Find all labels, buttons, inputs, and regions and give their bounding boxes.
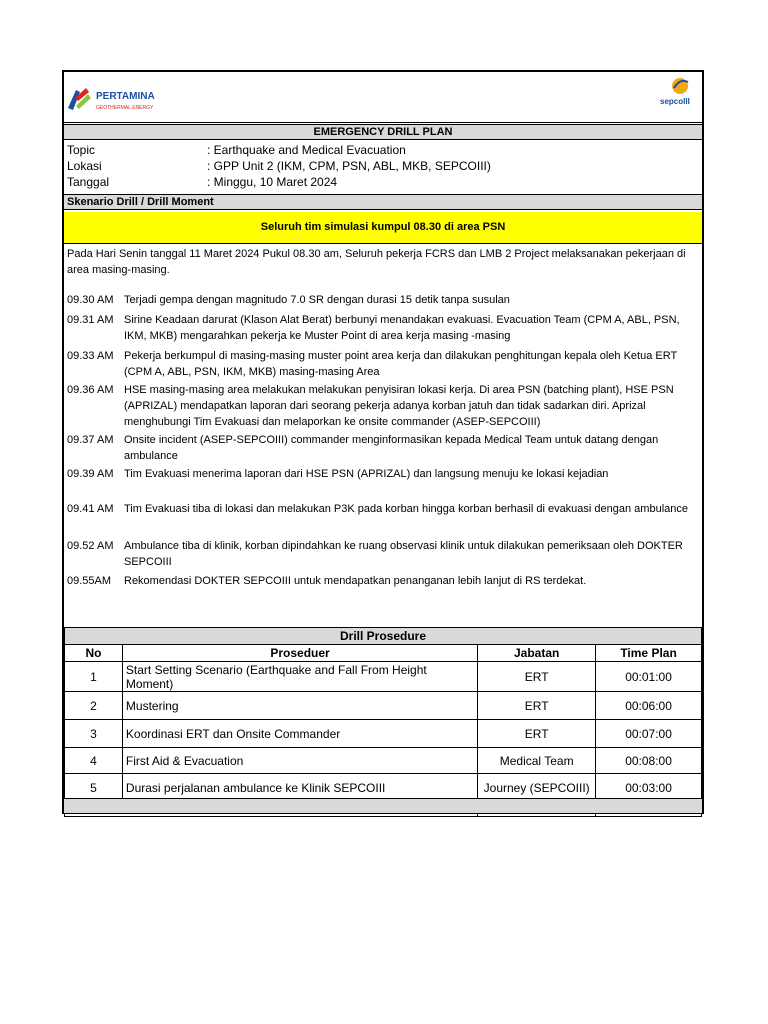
event-time: 09.37 AM [67,434,114,446]
cell-no: 2 [65,692,123,720]
event-desc: Pekerja berkumpul di masing-masing muster point area kerja dan dilakukan penghitungan kepala oleh Ketua ERT (CPM A, ABL, PSN, IKM, MKB) masing-masing Area [124,350,677,378]
pertamina-logo-subtext: GEOTHERMAL ENERGY [96,105,154,111]
sepcoiii-logo [658,74,698,108]
sepcoiii-logo-text: sepcoIII [660,97,690,106]
cell-jabatan: Medical Team [478,748,596,774]
procedure-title: Drill Prosedure [65,628,702,645]
cell-proseduer: Durasi perjalanan ambulance ke Klinik SEPCOIII [122,774,477,802]
event-desc: Terjadi gempa dengan magnitudo 7.0 SR dengan durasi 15 detik tanpa susulan [124,294,510,306]
cell-no: 3 [65,720,123,748]
intro-text: Pada Hari Senin tanggal 11 Maret 2024 Pukul 08.30 am, Seluruh pekerja FCRS dan LMB 2 Project melaksanakan pekerjaan di area masing-masing. [67,248,686,276]
info-key: Topic [67,143,96,157]
cell-jabatan: Journey (SEPCOIII) [478,774,596,802]
info-key: Tanggal [67,175,110,189]
cell-proseduer: Start Setting Scenario (Earthquake and Fall From Height Moment) [122,662,477,692]
info-value: : Earthquake and Medical Evacuation [207,143,406,157]
event-desc: Tim Evakuasi menerima laporan dari HSE PSN (APRIZAL) dan langsung menuju ke lokasi kejadian [124,468,609,480]
cell-no: 5 [65,774,123,802]
cell-jabatan: ERT [478,720,596,748]
cell-no: 1 [65,662,123,692]
cell-proseduer: Mustering [122,692,477,720]
event-time: 09.31 AM [67,314,114,326]
cell-proseduer: Koordinasi ERT dan Onsite Commander [122,720,477,748]
info-value: : Minggu, 10 Maret 2024 [207,175,338,189]
event-time: 09.33 AM [67,350,114,362]
cell-no: 4 [65,748,123,774]
event-time: 09.55AM [67,575,112,587]
drill-plan-sheet [62,70,704,814]
event-time: 09.30 AM [67,294,114,306]
highlight-banner: Seluruh tim simulasi kumpul 08.30 di area PSN [64,212,702,244]
event-desc: Sirine Keadaan darurat (Klason Alat Berat) berbunyi menandakan evakuasi. Evacuation Team (CPM A, ABL, PSN, IKM, MKB) mengarahkan pekerja ke Muster Point di area kerja masing -masing [124,314,680,342]
event-time: 09.36 AM [67,384,114,396]
info-key: Lokasi [67,159,102,173]
sepcoiii-icon [658,74,698,108]
cell-jabatan: ERT [478,662,596,692]
cell-time: 00:08:00 [596,748,702,774]
cell-time: 00:07:00 [596,720,702,748]
event-desc: Onsite incident (ASEP-SEPCOIII) commander menginformasikan kepada Medical Team untuk datang dengan ambulance [124,434,659,462]
col-header-proseduer: Proseduer [122,645,477,662]
event-time: 09.41 AM [67,503,114,515]
pertamina-icon [66,80,176,114]
scenario-label: Skenario Drill / Drill Moment [64,194,702,210]
plan-title: EMERGENCY DRILL PLAN [64,124,702,140]
pertamina-logo [66,80,176,114]
col-header-jabatan: Jabatan [478,645,596,662]
cell-time: 00:01:00 [596,662,702,692]
event-desc: Rekomendasi DOKTER SEPCOIII untuk mendapatkan penanganan lebih lanjut di RS terdekat. [124,575,587,587]
table-row [65,748,702,774]
table-row [65,662,702,692]
event-desc: HSE masing-masing area melakukan melakukan penyisiran lokasi kerja. Di area PSN (batching plant), HSE PSN (APRIZAL) mendapatkan laporan dari seorang pekerja adanya korban jatuh dan tidak sadarkan diri. Aprizal menghubungi Tim Evakuasi dan melaporkan ke onsite commander (ASEP-SEPCOIII) [124,384,674,428]
event-time: 09.39 AM [67,468,114,480]
cell-time: 00:03:00 [596,774,702,802]
table-row [65,692,702,720]
cell-proseduer: First Aid & Evacuation [122,748,477,774]
procedure-table [64,627,702,817]
cell-time: 00:06:00 [596,692,702,720]
info-value: : GPP Unit 2 (IKM, CPM, PSN, ABL, MKB, SEPCOIII) [207,159,491,173]
event-time: 09.52 AM [67,540,114,552]
event-desc: Tim Evakuasi tiba di lokasi dan melakukan P3K pada korban hingga korban berhasil di evakuasi dengan ambulance [124,503,688,515]
pertamina-logo-text: PERTAMINA [96,91,155,102]
col-header-no: No [65,645,123,662]
footer-bar [64,798,702,813]
table-row [65,720,702,748]
event-desc: Ambulance tiba di klinik, korban dipindahkan ke ruang observasi klinik untuk dilakukan pemeriksaan oleh DOKTER SEPCOIII [124,540,683,568]
header [64,72,702,123]
cell-jabatan: ERT [478,692,596,720]
col-header-time: Time Plan [596,645,702,662]
